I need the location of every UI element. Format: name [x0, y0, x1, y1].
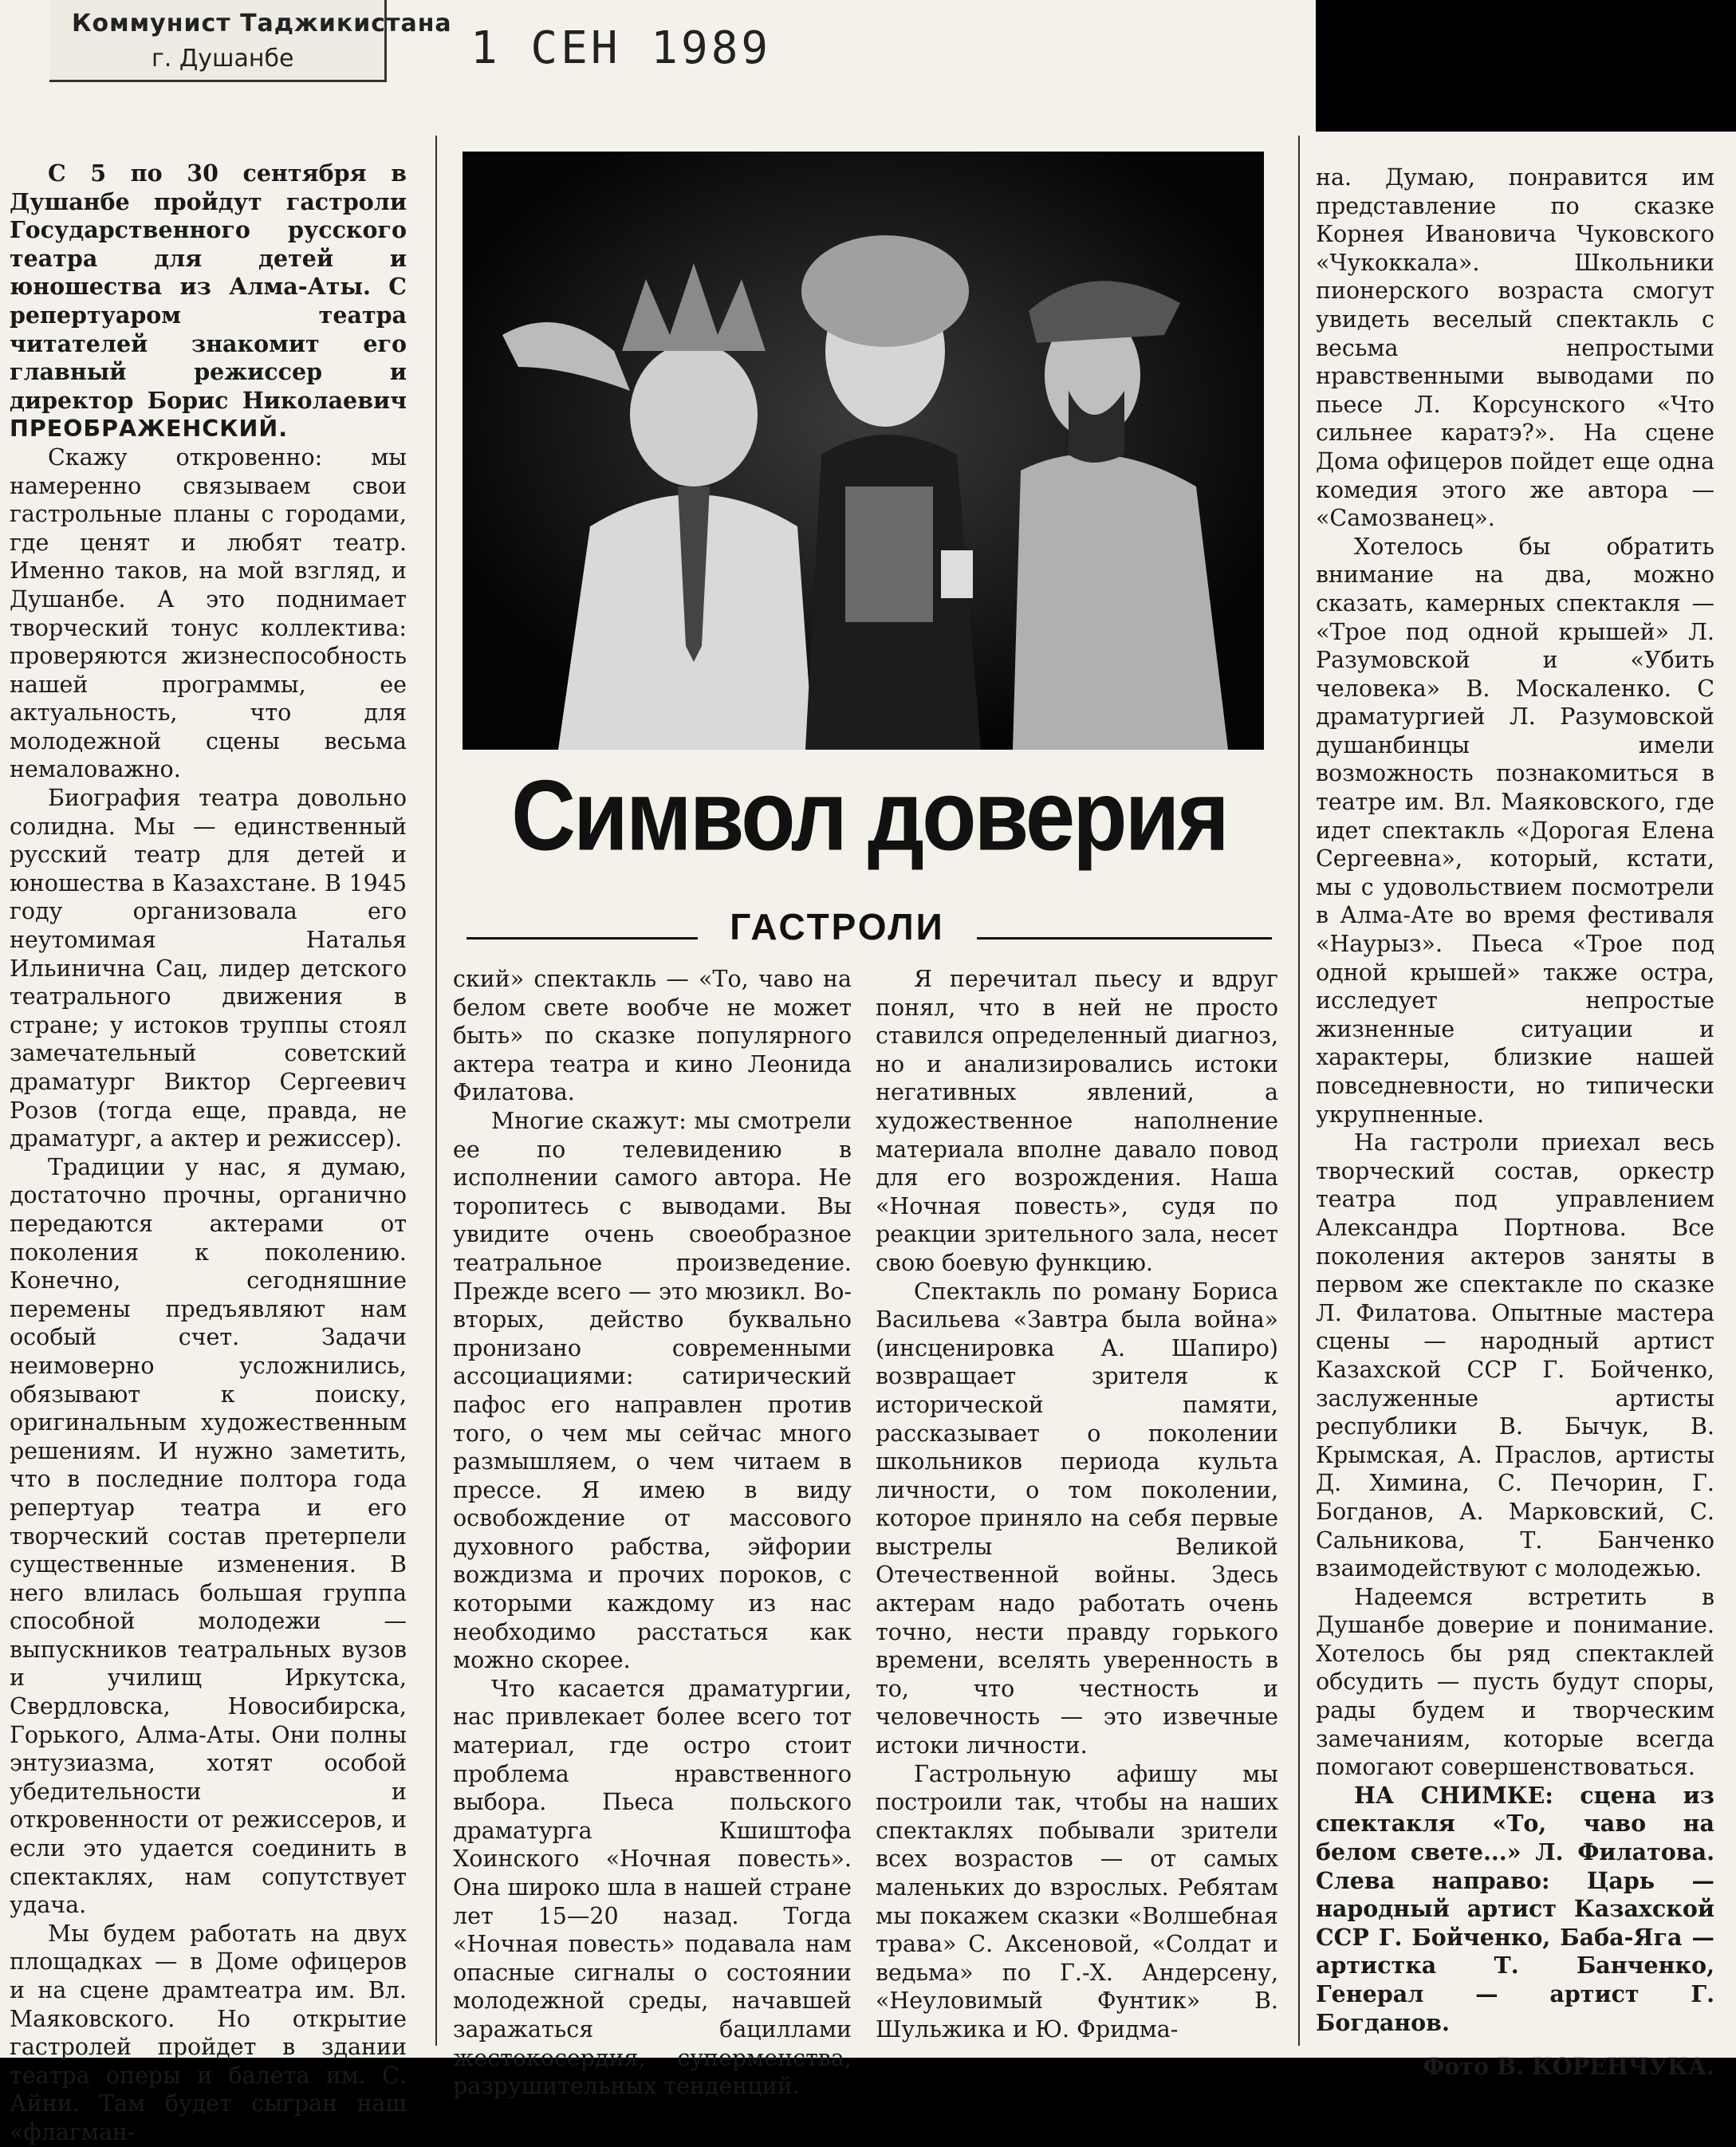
paragraph: ский» спектакль — «То, чаво на белом свете вообче не может быть» по сказке популярного актера театра и кино Леонида Филатова.: [453, 966, 852, 1106]
rubric-rule-left: [466, 937, 698, 940]
article-headline: Символ доверия: [511, 759, 1227, 872]
paragraph: Я перечитал пьесу и вдруг понял, что в ней не просто ставился определенный диагноз, но и анализировались истоки негативных явлений, а художественное наполнение материала вполне давало повод для его возрождения. Наша «Ночная повесть», судя по реакции зрительного зала, несет свою боевую функцию.: [876, 966, 1278, 1276]
paragraph: На гастроли приехал весь творческий состав, оркестр театра под управлением Александра Портнова. Все поколения актеров заняты в первом же спектакле по сказке Л. Филатова. Опытные мастера сцены — народный артист Казахской ССР Г. Бойченко, заслуженные артисты республики В. Бычук, В. Крымская, А. Праслов, артисты Д. Химина, С. Печорин, Г. Богданов, А. Марковский, С. Сальникова, Т. Банченко взаимодействуют с молодежью.: [1316, 1129, 1714, 1582]
paragraph: на. Думаю, понравится им представление по сказке Корнея Ивановича Чуковского «Чукоккала». Школьники пионерского возраста смогут увидеть веселый спектакль с весьма непростыми нравственными выводами по пьесе Л. Корсунского «Что сильнее каратэ?». На сцене Дома офицеров пойдет еще одна комедия этого же автора — «Самозванец».: [1316, 164, 1714, 532]
paragraph: Гастрольную афишу мы построили так, чтобы на наших спектаклях побывали зрители всех возрастов — от самых маленьких до взрослых. Ребятам мы покажем сказки «Волшебная трава» С. Аксеновой, «Солдат и ведьма» по Г.-Х. Андерсену, «Неуловимый Фунтик» В. Шульжика и Ю. Фридма-: [876, 1760, 1278, 2043]
paragraph: Многие скажут: мы смотрели ее по телевидению в исполнении самого автора. Не торопитесь с выводами. Вы увидите очень своеобразное театральное произведение. Прежде всего — это мюзикл. Во-вторых, действо буквально пронизано современными ассоциациями: сатирический пафос его направлен против того, о чем мы сейчас много размышляем, о чем читаем в прессе. Я имею в виду освобождение от массового духовного рабства, эйфории вождизма и прочих пороков, с которыми каждому из нас необходимо расстаться как можно скорее.: [453, 1107, 852, 1674]
paragraph: Хотелось бы обратить внимание на два, можно сказать, камерных спектакля — «Трое под одной крышей» Л. Разумовской и «Убить человека» В. Москаленко. С драматургией Л. Разумовской душанбинцы имели возможность познакомиться в театре им. Вл. Маяковского, где идет спектакль «Дорогая Елена Сергеевна», который, кстати, мы с удовольствием посмотрели в Алма-Ате во время фестиваля «Наурыз». Пьеса «Трое под одной крышей» также остра, исследует непростые жизненные ситуации и характеры, близкие нашей повседневности, но типически укрупненные.: [1316, 533, 1714, 1128]
paragraph: Биография театра довольно солидна. Мы — единственный русский театр для детей и юношества в Казахстане. В 1945 году организовала его неутомимая Наталья Ильинична Сац, лидер детского театрального движения в стране; у истоков труппы стоял замечательный советский драматург Виктор Сергеевич Розов (тогда еще, правда, не драматург, а актер и режиссер).: [10, 785, 407, 1152]
column-rule: [1298, 136, 1300, 2046]
article-intro: С 5 по 30 сентября в Душанбе пройдут гастроли Государственного русского театра для детей и юношества из Алма-Аты. С репертуаром театра читателей знакомит его главный режиссер и директор Борис Николаевич ПРЕОБРАЖЕНСКИЙ.: [10, 160, 407, 443]
article-rubric: ГАСТРОЛИ: [730, 906, 945, 947]
paragraph: Что касается драматургии, нас привлекает более всего тот материал, где остро стоит проблема нравственного выбора. Пьеса польского драматурга Кшиштофа Хоинского «Ночная повесть». Она широко шла в нашей стране лет 15—20 назад. Тогда «Ночная повесть» подавала нам опасные сигналы о состоянии молодежной среды, начавшей заражаться бациллами жестокосердия, суперменства, разрушительных тенденций.: [453, 1675, 852, 2100]
column-2: [453, 965, 852, 2101]
newspaper-name: Коммунист Таджикистана: [72, 10, 452, 37]
column-3: [876, 965, 1278, 2044]
paragraph: Спектакль по роману Бориса Васильева «Завтра была война» (инсценировка А. Шапиро) возвращает зрителя к исторической памяти, рассказывает о поколении школьников периода культа личности, о том поколении, которое приняло на себя первые выстрелы Великой Отечественной войны. Здесь актерам надо работать очень точно, нести правду горького времени, вселять уверенность в то, что честность и человечность — это извечные истоки личности.: [876, 1278, 1278, 1759]
paragraph: Скажу откровенно: мы намеренно связываем свои гастрольные планы с городами, где ценят и любят театр. Именно таков, на мой взгляд, и Душанбе. А это поднимает творческий тонус коллектива: проверяются жизнеспособность нашей программы, ее актуальность, что для молодежной сцены весьма немаловажно.: [10, 443, 407, 783]
photo-caption: НА СНИМКЕ: сцена из спектакля «То, чаво на белом свете...» Л. Филатова. Слева направо: Царь — народный артист Казахской ССР Г. Бойченко, Баба-Яга — артистка Т. Банченко, Генерал — артист Г. Богданов.: [1316, 1781, 1714, 2036]
paragraph: Традиции у нас, я думаю, достаточно прочны, органично передаются актерами от поколения к поколению. Конечно, сегодняшние перемены предъявляют нам особый счет. Задачи неимоверно усложнились, обязывают к поиску, оригинальным художественным решениям. И нужно заметить, что в последние полтора года репертуар театра и его творческий состав претерпели существенные изменения. В него влилась большая группа способной молодежи — выпускников театральных вузов и училищ Иркутска, Свердловска, Новосибирска, Горького, Алма-Аты. Они полны энтузиазма, хотят особой убедительности и откровенности от режиссеров, и если это удается соединить в спектаклях, нам сопутствует удача.: [10, 1153, 407, 1919]
paragraph: Надеемся встретить в Душанбе доверие и понимание. Хотелось бы ряд спектаклей обсудить — пусть будут споры, рады будем и творческим замечаниям, которые всегда помогают совершенствоваться.: [1316, 1583, 1714, 1781]
scan-background: [1316, 0, 1736, 132]
photo-credit: Фото В. КОРЕНЧУКА.: [1423, 2053, 1714, 2081]
author-name: ПРЕОБРАЖЕНСКИЙ.: [10, 416, 289, 443]
rubric-rule-right: [977, 937, 1272, 940]
city-label: г. Душанбе: [152, 45, 294, 73]
paragraph: Мы будем работать на двух площадках — в Доме офицеров и на сцене драмтеатра им. Вл. Маяковского. Но открытие гастролей пройдет в здании театра оперы и балета им. С. Айни. Там будет сыгран наш «флагман-: [10, 1920, 407, 2145]
date-stamp: 1 СЕН 1989: [470, 22, 772, 74]
column-rule: [435, 136, 437, 2046]
article-photo: [463, 152, 1264, 750]
column-1: [10, 160, 407, 2147]
column-4: [1316, 163, 1714, 2082]
